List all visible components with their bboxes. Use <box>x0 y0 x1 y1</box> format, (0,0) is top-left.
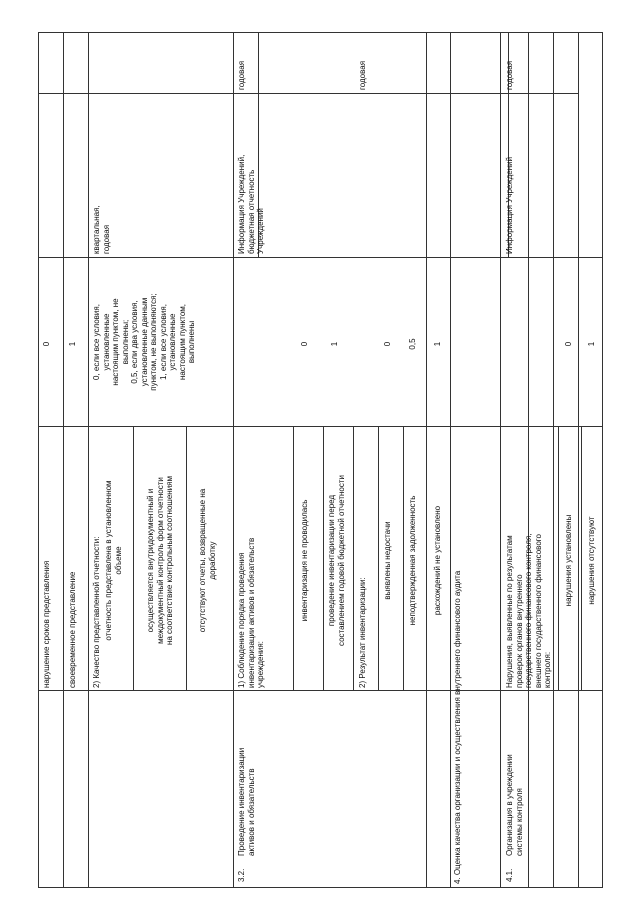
num-4-1: 4.1. <box>505 868 514 882</box>
source-3-2: Информация Учреждений, бюджетная отчетность Учреждений <box>237 154 265 254</box>
criterion-inv-result: 2) Результат инвентаризации: <box>358 577 367 688</box>
criterion-viol-yes: нарушения установлены <box>564 514 573 607</box>
criterion-ontime: своевременное представление <box>68 571 77 688</box>
source-4-1: Информация Учреждений <box>505 156 514 254</box>
criterion-late: нарушение сроков представления <box>42 560 51 688</box>
criterion-inv-before: проведение инвентаризации перед составлением годовой бюджетной отчетности <box>327 474 346 647</box>
score-viol-yes: 0 <box>564 341 573 347</box>
frequency-inv-result: годовая <box>358 60 367 90</box>
score-shortage: 0 <box>383 341 392 347</box>
criterion-nodiff: расхождений не установлено <box>433 505 442 616</box>
frequency-3-2: годовая <box>237 60 246 90</box>
name-3-2: Проведение инвентаризации активов и обязательств <box>237 747 256 856</box>
section4-title: 4. Оценка качества организации и осуществления внутреннего финансового аудита <box>453 570 462 884</box>
score-nodiff: 1 <box>433 341 442 347</box>
score-viol-no: 1 <box>587 341 596 347</box>
criterion-shortage: выявлены недостачи <box>383 521 392 600</box>
criterion-return: отсутствуют отчеты, возвращенные на доработку <box>198 488 217 633</box>
criterion-control: осуществляется внутридокументный и междокументный контроль форм отчетности на соответствие контрольным соотношениям <box>146 475 174 646</box>
criterion-quality: 2) Качество представленной отчетности: <box>92 536 101 688</box>
score-inv-none: 0 <box>300 341 309 347</box>
criterion-volume: отчетность представлена в установленном объеме <box>104 480 123 641</box>
name-4-1: Организация в учреждении системы контроля <box>505 754 524 856</box>
criterion-viol-no: нарушения отсутствуют <box>587 516 596 605</box>
score-inv-before: 1 <box>330 341 339 347</box>
score-debt: 0,5 <box>408 338 417 350</box>
score-volume: 0, если все условия, установленные настоящим пунктом, не выполнены; 0,5, если два условия, установленные данным пунктом, не выполняются; 1, если все условия, установленные настоящим пунктом, выполнены <box>92 293 196 391</box>
frequency-4-1: годовая <box>505 60 514 90</box>
frequency-quality: квартальная, годовая <box>92 205 111 254</box>
criterion-debt: неподтвержденная задолженность <box>408 495 417 626</box>
num-3-2: 3.2. <box>237 868 246 882</box>
criterion-3-2: 1) Соблюдение порядка проведения инвентаризации активов и обязательств учреждения: <box>237 537 265 688</box>
score-ontime: 1 <box>68 341 77 347</box>
criterion-inv-none: инвентаризация не проводилась <box>300 499 309 622</box>
score-late: 0 <box>42 341 51 347</box>
rotated-document-table <box>38 33 603 888</box>
criterion-4-1: Нарушения, выявленные по результатам проверок органов внутреннего государственного финансового контроля, внешнего государственного финансового контроля: <box>505 533 552 688</box>
